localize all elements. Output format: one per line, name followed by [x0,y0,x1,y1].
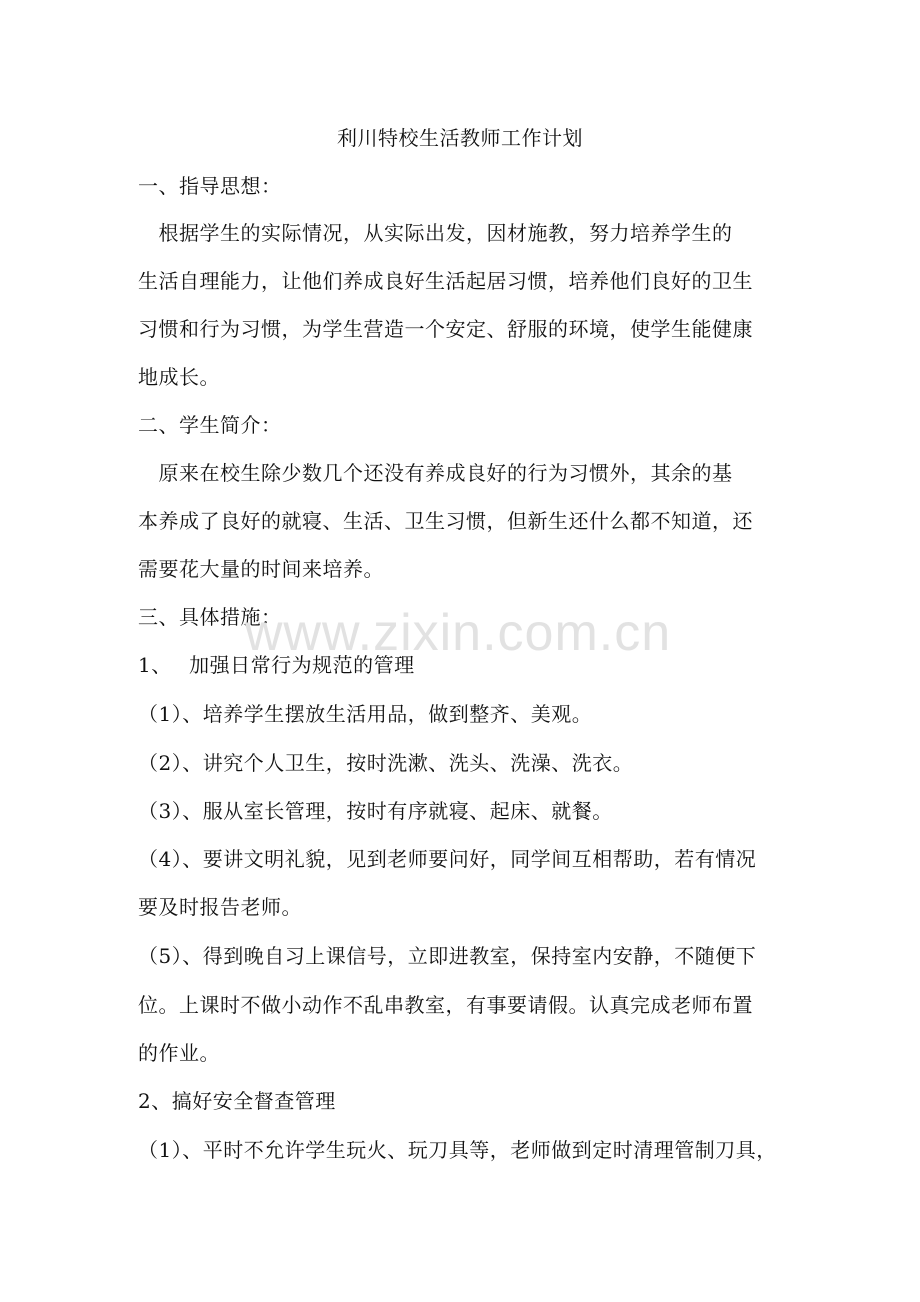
paragraph-line: 地成长。 [138,365,220,389]
section-heading-measures: 三、具体措施： [138,605,282,629]
list-item-continuation: 位。上课时不做小动作不乱串教室，有事要请假。认真完成老师布置 [138,993,753,1017]
paragraph-line: 根据学生的实际情况，从实际出发，因材施教，努力培养学生的 [138,221,733,245]
paragraph-line: 需要花大量的时间来培养。 [138,557,384,581]
subheading-item-1: 1、 加强日常行为规范的管理 [138,653,415,677]
paragraph-line: 生活自理能力，让他们养成良好生活起居习惯，培养他们良好的卫生 [138,269,753,293]
list-item: （1）、培养学生摆放生活用品，做到整齐、美观。 [138,702,593,726]
list-item-continuation: 的作业。 [138,1041,220,1065]
paragraph-line: 习惯和行为习惯，为学生营造一个安定、舒服的环境，使学生能健康 [138,317,753,341]
list-item: （5）、得到晚自习上课信号，立即进教室，保持室内安静，不随便下 [138,944,757,968]
subheading-item-2: 2、搞好安全督查管理 [138,1089,336,1113]
watermark: www.zixin.com.cn [244,604,672,662]
paragraph-line: 原来在校生除少数几个还没有养成良好的行为习惯外，其余的基 [138,461,733,485]
list-item: （1）、平时不允许学生玩火、玩刀具等，老师做到定时清理管制刀具， [138,1138,777,1162]
list-item: （4）、要讲文明礼貌，见到老师要问好，同学间互相帮助，若有情况 [138,847,757,871]
section-heading-guiding-thought: 一、指导思想： [138,174,282,198]
paragraph-line: 本养成了良好的就寝、生活、卫生习惯，但新生还什么都不知道，还 [138,509,753,533]
list-item-continuation: 要及时报告老师。 [138,895,302,919]
list-item: （2）、讲究个人卫生，按时洗漱、洗头、洗澡、洗衣。 [138,751,634,775]
list-item: （3）、服从室长管理，按时有序就寝、起床、就餐。 [138,799,613,823]
section-heading-student-intro: 二、学生简介： [138,413,282,437]
page-title: 利川特校生活教师工作计划 [337,126,583,150]
